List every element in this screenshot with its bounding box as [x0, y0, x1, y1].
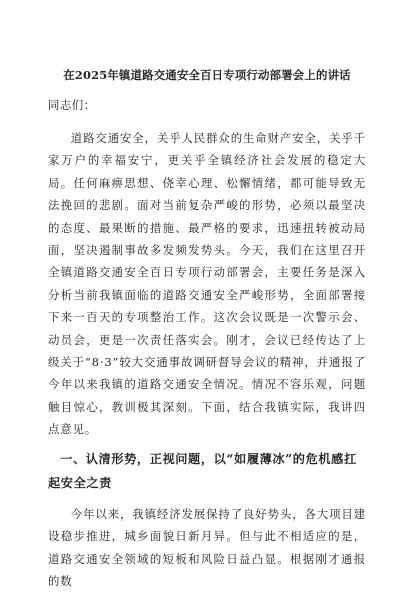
salutation: 同志们： — [48, 98, 96, 112]
section-heading-1: 一、认清形势，正视问题，以“如履薄冰”的危机感扛起安全之责 — [48, 451, 357, 490]
section-1-paragraph: 今年以来，我镇经济发展保持了良好势头，各大项目建设稳步推进，城乡面貌日新月异。但与此不相适应的是，道路交通安全领域的短板和风险日益凸显。根据刚才通报的数 — [48, 506, 366, 588]
document-title: 在2025年镇道路交通安全百日专项行动部署会上的讲话 — [63, 68, 351, 82]
intro-paragraph: 道路交通安全，关乎人民群众的生命财产安全，关乎千家万户的幸福安宁，更关乎全镇经济社会发展的稳定大局。任何麻痹思想、侥幸心理、松懈情绪，都可能导致无法挽回的悲剧。面对当前复杂严峻的形势，必须以最坚决的态度、最果断的措施、最严格的要求，迅速扭转被动局面，坚决遏制事故多发频发势头。今天，我们在这里召开全镇道路交通安全百日专项行动部署会，主要任务是深入分析当前我镇面临的道路交通安全严峻形势，全面部署接下来一百天的专项整治工作。这次会议既是一次警示会、动员会，更是一次责任落实会。刚才，会议已经传达了上级关于“8·3”较大交通事故调研督导会议的精神，并通报了今年以来我镇的道路交通安全情况。情况不容乐观，问题触目惊心，教训极其深刻。下面，结合我镇实际，我讲四点意见。 — [48, 131, 366, 437]
